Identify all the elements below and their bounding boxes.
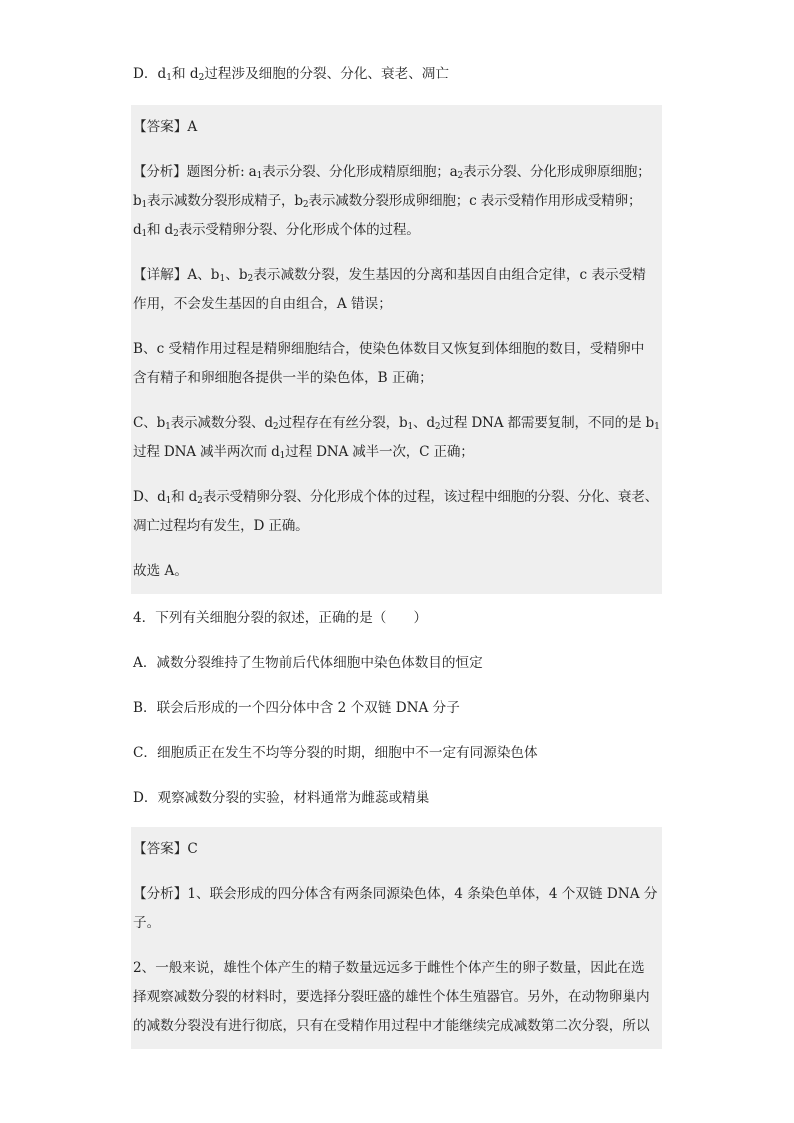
answer-label: 【答案】: [133, 119, 188, 135]
answer-value: C: [187, 841, 198, 857]
q3-detail-b: [131, 327, 662, 401]
detail-text: 过程 DNA 减半一次，C 正确；: [285, 444, 474, 460]
subscript: 1: [279, 451, 286, 461]
q4-option-b: [131, 686, 662, 731]
analysis-text: 子。: [133, 915, 161, 931]
detail-text: A、b: [187, 267, 220, 283]
analysis-text: 表示减数分裂形成卵细胞；c 表示受精作用形成受精卵；: [308, 193, 642, 209]
q3-detail-a: [131, 253, 662, 327]
subscript: 1: [165, 422, 171, 432]
q4-answer: [131, 827, 662, 872]
subscript: 1: [219, 274, 226, 284]
subscript: 1: [407, 422, 414, 432]
detail-text: C、b: [133, 415, 166, 431]
answer-label: 【答案】: [133, 841, 188, 857]
option-d-text: 和 d: [171, 66, 199, 82]
subscript: 2: [272, 422, 279, 432]
detail-label: 【详解】: [133, 267, 188, 283]
detail-text: 过程存在有丝分裂，b: [278, 415, 408, 431]
detail-text: D、d: [133, 489, 166, 505]
analysis-label: 【分析】: [133, 164, 187, 180]
subscript: 1: [654, 422, 660, 432]
option-text: B．联会后形成的一个四分体中含 2 个双链 DNA 分子: [133, 700, 460, 716]
detail-text: B、c 受精作用过程是精卵细胞结合，使染色体数目又恢复到体细胞的数目，受精卵中: [133, 341, 645, 357]
subscript: 1: [166, 73, 172, 83]
subscript: 2: [173, 229, 179, 239]
detail-text: 过程 DNA 都需要复制，不同的是 b: [440, 415, 655, 431]
subscript: 1: [256, 171, 263, 181]
subscript: 2: [247, 274, 254, 284]
subscript: 1: [165, 496, 172, 506]
q3-solution-block: [131, 105, 662, 594]
detail-text: 凋亡过程均有发生，D 正确。: [133, 518, 309, 534]
analysis-text: 表示减数分裂形成精子，b: [147, 193, 303, 209]
analysis-text: d: [133, 222, 142, 238]
subscript: 2: [302, 200, 309, 210]
subscript: 2: [434, 422, 441, 432]
q3-detail-c: [131, 401, 662, 475]
option-d-text: 过程涉及细胞的分裂、分化、衰老、凋亡: [204, 66, 449, 82]
detail-text: 和 d: [171, 489, 198, 505]
detail-text: 表示减数分裂，发生基因的分离和基因自由组合定律，c 表示受精: [253, 267, 646, 283]
subscript: 2: [197, 496, 203, 506]
subscript: 2: [457, 171, 464, 181]
detail-text: 、b: [225, 267, 248, 283]
analysis-text: 和 d: [147, 222, 174, 238]
option-text: A．减数分裂维持了生物前后代体细胞中染色体数目的恒定: [133, 655, 483, 671]
analysis-label: 【分析】: [133, 886, 188, 902]
option-text: C．细胞质正在发生不均等分裂的时期，细胞中不一定有同源染色体: [133, 745, 538, 761]
analysis-text: 的减数分裂没有进行彻底，只有在受精作用过程中才能继续完成减数第二次分裂，所以: [133, 1018, 650, 1034]
detail-text: 含有精子和卵细胞各提供一半的染色体，B 正确；: [133, 370, 433, 386]
analysis-text: 1、联会形成的四分体含有两条同源染色体，4 条染色单体，4 个双链 DNA 分: [187, 886, 658, 902]
option-d-text: D．d: [133, 66, 167, 82]
q3-detail-d: [131, 475, 662, 549]
subscript: 1: [141, 229, 148, 239]
question-stem: 4．下列有关细胞分裂的叙述，正确的是（ ）: [133, 610, 428, 626]
choose-text: 故选 A。: [133, 563, 188, 579]
q4-stem: [131, 596, 662, 641]
q4-analysis-1: [131, 872, 662, 946]
detail-text: 、d: [413, 415, 435, 431]
q3-option-d: [131, 52, 662, 97]
subscript: 1: [141, 200, 148, 210]
analysis-text: 表示分裂、分化形成精原细胞；a: [262, 164, 458, 180]
q3-choose: [131, 549, 662, 594]
analysis-text: 表示受精卵分裂、分化形成个体的过程。: [178, 222, 420, 238]
subscript: 2: [198, 73, 205, 83]
answer-value: A: [187, 119, 198, 135]
q4-option-d: [131, 776, 662, 821]
q4-analysis-2: [131, 946, 662, 1049]
detail-text: 作用，不会发生基因的自由组合，A 错误；: [133, 296, 392, 312]
analysis-text: 择观察减数分裂的材料时，要选择分裂旺盛的雄性个体生殖器官。另外，在动物卵巢内: [133, 989, 650, 1005]
option-text: D．观察减数分裂的实验，材料通常为雌蕊或精巢: [133, 790, 430, 806]
analysis-text: 2、一般来说，雄性个体产生的精子数量远远多于雌性个体产生的卵子数量，因此在选: [133, 960, 645, 976]
q4-option-a: [131, 641, 662, 686]
detail-text: 表示受精卵分裂、分化形成个体的过程，该过程中细胞的分裂、分化、衰老、: [202, 489, 659, 505]
detail-text: 表示减数分裂、d: [170, 415, 273, 431]
analysis-text: 题图分析: a: [186, 164, 257, 180]
q3-answer: [131, 105, 662, 150]
analysis-text: 表示分裂、分化形成卵原细胞；: [463, 164, 651, 180]
q4-solution-block: [131, 827, 662, 1049]
q3-analysis: [131, 150, 662, 253]
q4-option-c: [131, 731, 662, 776]
document-page: [131, 52, 662, 1049]
analysis-text: b: [133, 193, 142, 209]
detail-text: 过程 DNA 减半两次而 d: [133, 444, 280, 460]
